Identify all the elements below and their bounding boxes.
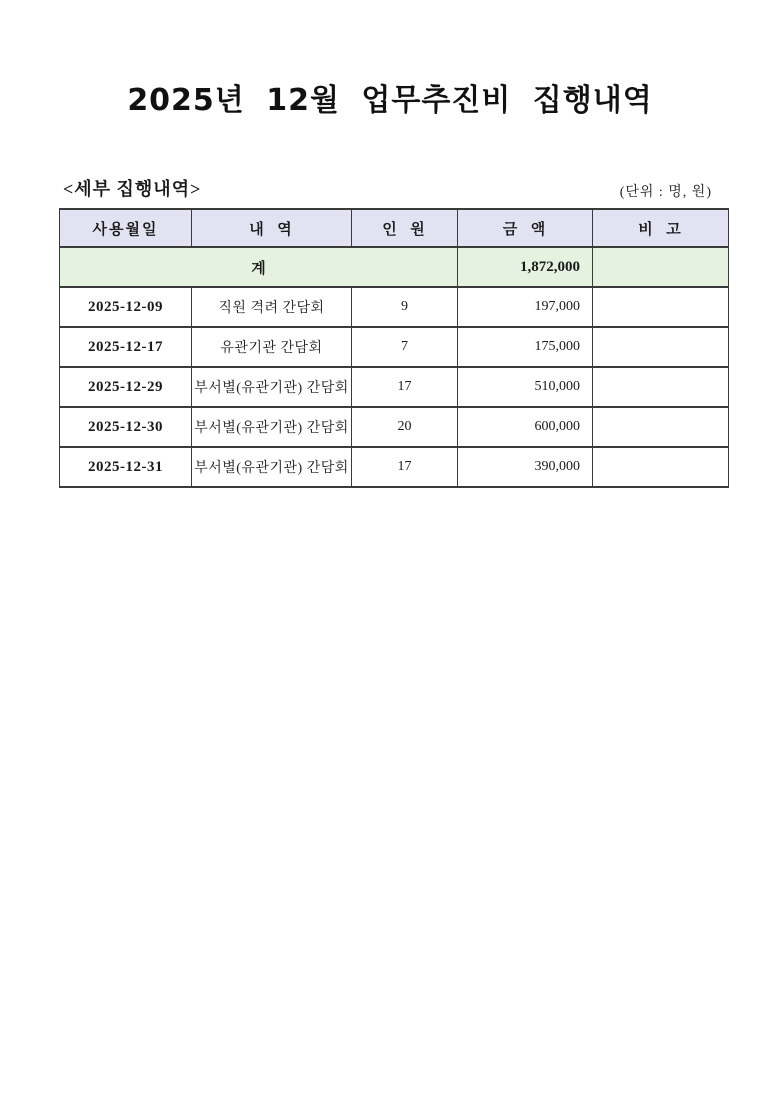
cell-people: 9 (352, 287, 458, 327)
expense-rows (60, 287, 729, 487)
header-row (60, 209, 729, 247)
cell-date: 2025-12-30 (60, 407, 192, 447)
table-row (60, 407, 729, 447)
cell-people: 17 (352, 447, 458, 487)
total-row (60, 247, 729, 287)
cell-note (593, 287, 729, 327)
col-header-date: 사용월일 (60, 209, 192, 247)
col-header-people: 인 원 (352, 209, 458, 247)
cell-date: 2025-12-31 (60, 447, 192, 487)
total-note (593, 247, 729, 287)
cell-people: 7 (352, 327, 458, 367)
cell-note (593, 367, 729, 407)
table-row (60, 287, 729, 327)
unit-note: (단위 : 명, 원) (619, 185, 712, 200)
cell-date: 2025-12-29 (60, 367, 192, 407)
table-row (60, 367, 729, 407)
page-title: 2025년 12월 업무추진비 집행내역 (127, 83, 653, 118)
cell-date: 2025-12-17 (60, 327, 192, 367)
total-amount: 1,872,000 (458, 247, 593, 287)
cell-description: 부서별(유관기관) 간담회 (192, 407, 352, 447)
cell-amount: 390,000 (458, 447, 593, 487)
cell-amount: 600,000 (458, 407, 593, 447)
table-header (60, 209, 729, 247)
section-label: <세부 집행내역> (63, 179, 202, 199)
col-header-description: 내 역 (192, 209, 352, 247)
expense-table (59, 208, 729, 488)
col-header-note: 비 고 (593, 209, 729, 247)
cell-description: 부서별(유관기관) 간담회 (192, 367, 352, 407)
cell-description: 부서별(유관기관) 간담회 (192, 447, 352, 487)
cell-amount: 175,000 (458, 327, 593, 367)
cell-description: 직원 격려 간담회 (192, 287, 352, 327)
cell-note (593, 327, 729, 367)
cell-note (593, 407, 729, 447)
cell-people: 20 (352, 407, 458, 447)
total-label: 계 (60, 247, 458, 287)
cell-people: 17 (352, 367, 458, 407)
cell-amount: 510,000 (458, 367, 593, 407)
col-header-amount: 금 액 (458, 209, 593, 247)
cell-note (593, 447, 729, 487)
cell-amount: 197,000 (458, 287, 593, 327)
table-row (60, 447, 729, 487)
cell-description: 유관기관 간담회 (192, 327, 352, 367)
cell-date: 2025-12-09 (60, 287, 192, 327)
table-row (60, 327, 729, 367)
table-meta-row (59, 175, 728, 201)
